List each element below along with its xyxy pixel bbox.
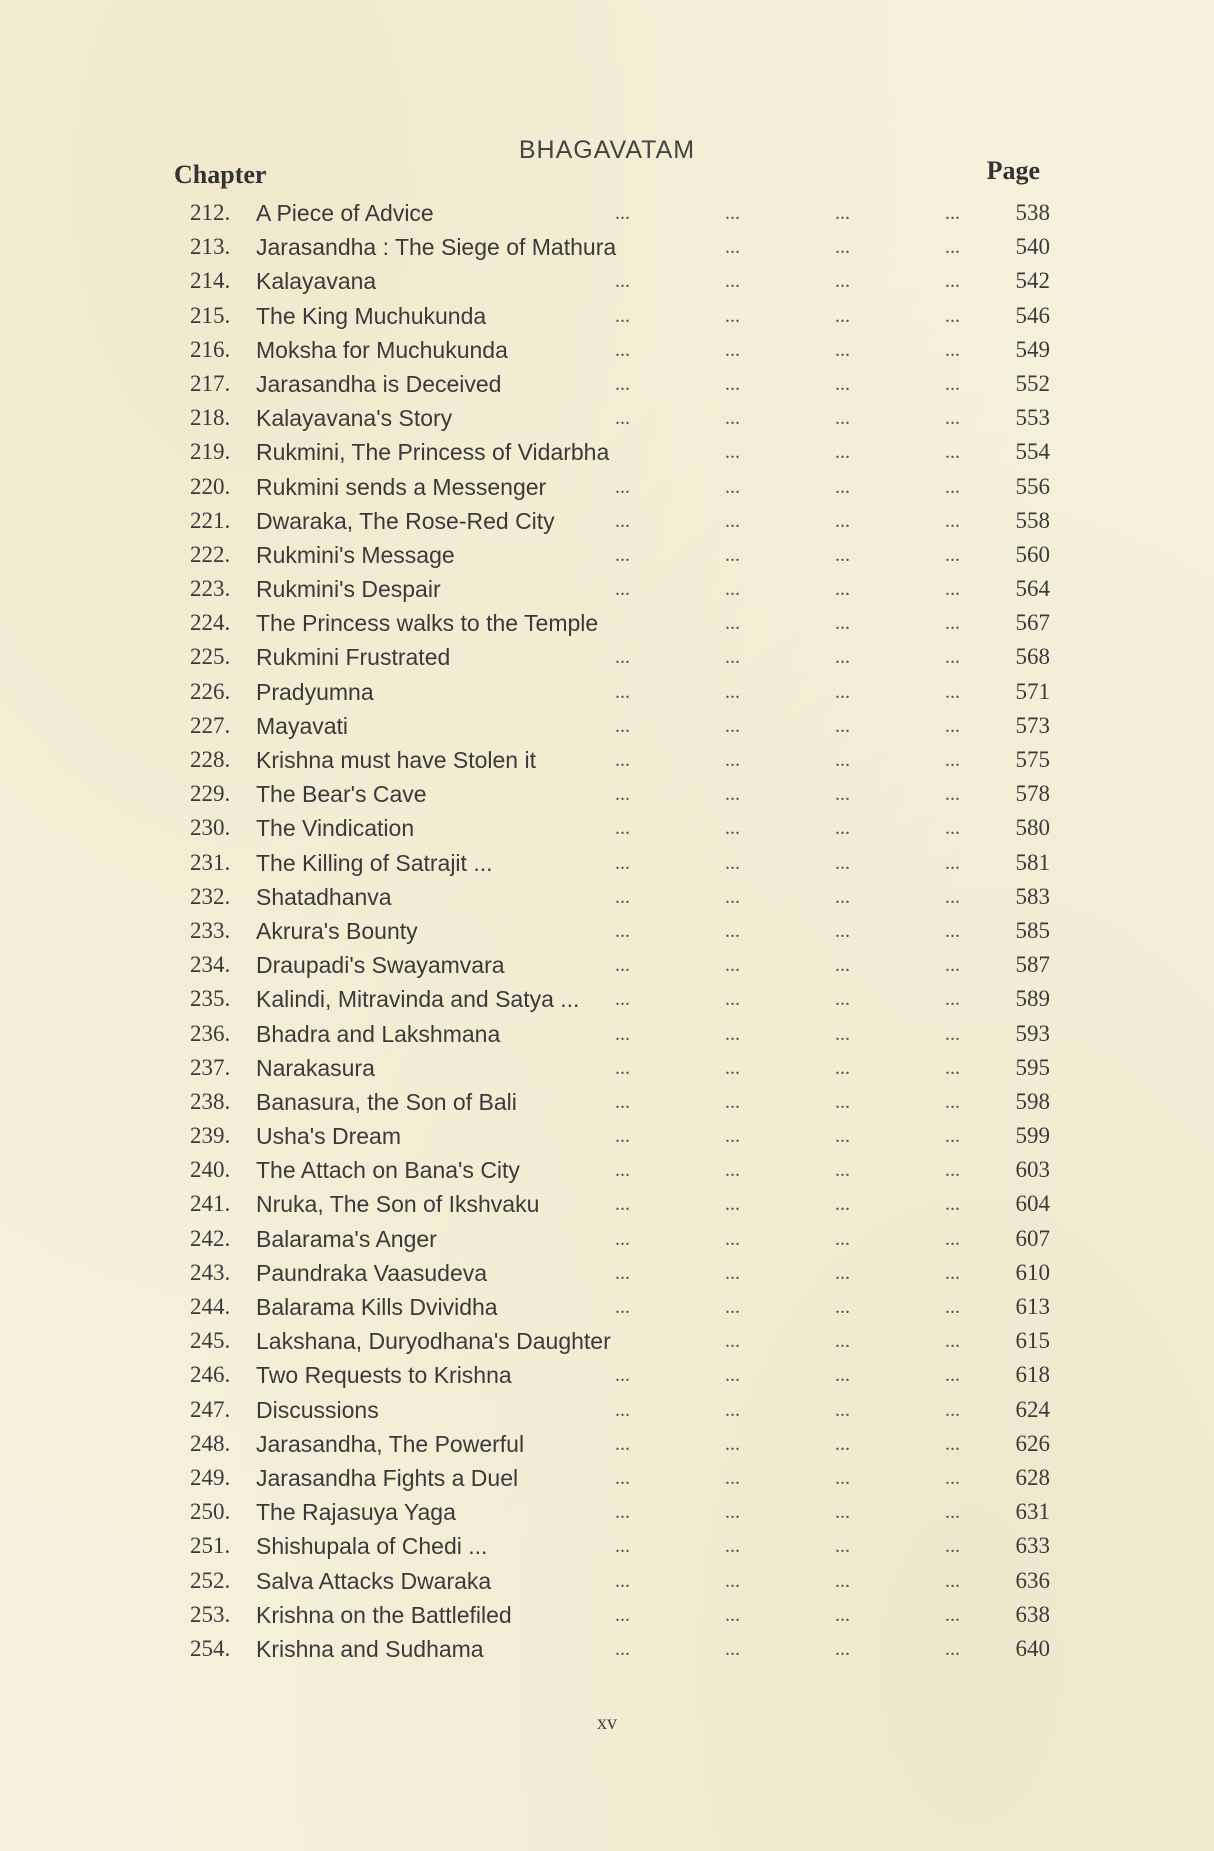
chapter-number: 252. [190, 1567, 231, 1593]
dot-leader: ... ... ... [725, 441, 960, 464]
chapter-number: 253. [190, 1601, 231, 1627]
chapter-title: Discussions [256, 1396, 379, 1423]
page-number: 540 [1015, 234, 1050, 260]
toc-entry [190, 606, 1050, 640]
toc-entry [190, 1393, 1050, 1427]
page-number: 626 [1015, 1430, 1050, 1456]
dot-leader: ... ... ... ... [615, 714, 960, 737]
page-column-label: Page [986, 156, 1040, 185]
chapter-number: 214. [190, 268, 231, 294]
dot-leader: ... ... ... ... [615, 578, 960, 601]
chapter-number: 224. [190, 610, 231, 636]
chapter-title: A Piece of Advice [256, 200, 434, 226]
chapter-title: Balarama Kills Dvividha [256, 1294, 498, 1320]
toc-entry [190, 880, 1050, 914]
chapter-number: 219. [190, 439, 231, 465]
page-number: 567 [1015, 610, 1050, 636]
chapter-number: 221. [190, 507, 231, 533]
chapter-number: 244. [190, 1294, 231, 1319]
page-number: 607 [1015, 1225, 1050, 1251]
chapter-title: Bhadra and Lakshmana [256, 1020, 501, 1047]
page-number: 580 [1015, 815, 1050, 841]
page-number: 633 [1015, 1533, 1050, 1559]
page-number: 638 [1015, 1601, 1050, 1627]
chapter-number: 222. [190, 541, 231, 567]
chapter-number: 251. [190, 1533, 231, 1559]
chapter-number: 243. [190, 1259, 231, 1285]
page-number: 618 [1015, 1362, 1050, 1388]
dot-leader: ... ... ... ... [615, 543, 960, 566]
toc-entry [190, 367, 1050, 401]
chapter-title: Usha's Dream [256, 1123, 401, 1150]
chapter-title: Dwaraka, The Rose-Red City [256, 507, 555, 534]
chapter-column-label: Chapter [174, 160, 267, 189]
toc-entry [190, 572, 1050, 606]
page-number: 628 [1015, 1464, 1050, 1490]
chapter-title: Jarasandha Fights a Duel [256, 1464, 519, 1491]
chapter-title: Lakshana, Duryodhana's Daughter [256, 1328, 611, 1355]
dot-leader: ... ... ... ... [615, 1603, 960, 1626]
dot-leader: ... ... ... ... [615, 1090, 960, 1113]
page-number: 585 [1015, 917, 1050, 943]
toc-entry [190, 1427, 1050, 1461]
chapter-title: Balarama's Anger [256, 1225, 437, 1252]
toc-entry [190, 640, 1050, 674]
chapter-title: Rukmini sends a Messenger [256, 473, 547, 500]
chapter-number: 229. [190, 781, 231, 807]
dot-leader: ... ... ... ... [615, 1022, 960, 1045]
toc-entry [190, 1529, 1050, 1563]
page-number: 575 [1015, 747, 1050, 772]
toc-entry [190, 435, 1050, 469]
chapter-title: Pradyumna [256, 678, 374, 705]
toc-entry [190, 1495, 1050, 1529]
page-number: 604 [1015, 1191, 1050, 1217]
page-number: 610 [1015, 1259, 1050, 1285]
chapter-title: Krishna and Sudhama [256, 1635, 484, 1662]
page-folio: xv [597, 1712, 617, 1734]
toc-entry [190, 982, 1050, 1016]
page-number: 603 [1015, 1157, 1050, 1183]
toc-entry [190, 333, 1050, 367]
toc-entry [190, 1187, 1050, 1221]
dot-leader: ... ... ... ... [615, 1466, 960, 1489]
page-number: 552 [1015, 370, 1050, 396]
page-number: 560 [1015, 541, 1050, 567]
chapter-title: Krishna must have Stolen it [256, 747, 536, 773]
dot-leader: ... ... ... ... [615, 338, 960, 361]
chapter-number: 235. [190, 986, 231, 1012]
chapter-number: 213. [190, 234, 231, 260]
chapter-title: Rukmini Frustrated [256, 644, 451, 671]
page-number: 549 [1015, 336, 1050, 362]
page-number: 599 [1015, 1123, 1050, 1149]
dot-leader: ... ... ... ... [615, 1159, 960, 1182]
dot-leader: ... ... ... ... [615, 304, 960, 327]
toc-entry [190, 1598, 1050, 1632]
dot-leader: ... ... ... ... [615, 509, 960, 532]
page-number: 538 [1015, 200, 1050, 225]
chapter-number: 215. [190, 302, 231, 328]
page-number: 554 [1015, 439, 1050, 465]
page-number: 595 [1015, 1054, 1050, 1080]
toc-entry [190, 196, 1050, 230]
toc-entry [190, 1153, 1050, 1187]
chapter-title: Rukmini, The Princess of Vidarbha [256, 439, 610, 466]
page-number: 636 [1015, 1567, 1050, 1593]
dot-leader: ... ... ... ... [615, 270, 960, 293]
chapter-title: Shatadhanva [256, 883, 392, 910]
dot-leader: ... ... ... ... [615, 1535, 960, 1558]
dot-leader: ... ... ... ... [615, 680, 960, 703]
chapter-title: Kalayavana's Story [256, 405, 453, 432]
chapter-number: 225. [190, 644, 231, 670]
page-number: 546 [1015, 302, 1050, 328]
chapter-number: 228. [190, 747, 231, 772]
dot-leader: ... ... ... ... [615, 919, 960, 942]
chapter-number: 248. [190, 1430, 231, 1456]
dot-leader: ... ... ... ... [615, 1056, 960, 1079]
toc-entry [190, 675, 1050, 709]
chapter-title: The Vindication [256, 815, 415, 842]
dot-leader: ... ... ... [725, 612, 960, 635]
page-number: 558 [1015, 507, 1050, 533]
chapter-number: 220. [190, 473, 231, 499]
chapter-number: 227. [190, 712, 231, 738]
chapter-title: Kalayavana [256, 268, 377, 295]
dot-leader: ... ... ... ... [615, 372, 960, 395]
page-number: 589 [1015, 986, 1050, 1012]
page-number: 564 [1015, 576, 1050, 602]
toc-entry [190, 1461, 1050, 1495]
chapter-title: Draupadi's Swayamvara [256, 952, 505, 979]
toc-entry [190, 1017, 1050, 1051]
chapter-title: The Rajasuya Yaga [256, 1499, 456, 1526]
chapter-title: Kalindi, Mitravinda and Satya ... [256, 986, 580, 1013]
chapter-title: Rukmini's Despair [256, 576, 441, 603]
chapter-number: 232. [190, 883, 231, 909]
toc-entry [190, 1222, 1050, 1256]
dot-leader: ... ... ... ... [615, 988, 960, 1011]
page-number: 615 [1015, 1328, 1050, 1354]
dot-leader: ... ... ... ... [615, 954, 960, 977]
page-number: 556 [1015, 473, 1050, 499]
chapter-number: 233. [190, 917, 231, 943]
dot-leader: ... ... ... ... [615, 885, 960, 908]
page-number: 568 [1015, 644, 1050, 670]
table-of-contents [190, 196, 1050, 1666]
toc-entry [190, 504, 1050, 538]
toc-entry [190, 299, 1050, 333]
dot-leader: ... ... ... ... [615, 1364, 960, 1387]
chapter-number: 239. [190, 1123, 231, 1149]
toc-entry [190, 811, 1050, 845]
toc-entry [190, 264, 1050, 298]
running-title: BHAGAVATAM [518, 136, 696, 164]
dot-leader: ... ... ... ... [615, 1398, 960, 1421]
chapter-number: 217. [190, 370, 231, 396]
dot-leader: ... ... ... ... [615, 1125, 960, 1148]
chapter-title: Nruka, The Son of Ikshvaku [256, 1191, 540, 1218]
toc-entry [190, 846, 1050, 880]
toc-entry [190, 1358, 1050, 1392]
chapter-title: The Killing of Satrajit ... [256, 849, 493, 876]
page-number: 640 [1015, 1635, 1050, 1661]
chapter-title: Jarasandha is Deceived [256, 370, 502, 397]
chapter-title: The Princess walks to the Temple [256, 610, 599, 637]
chapter-number: 231. [190, 849, 231, 875]
dot-leader: ... ... ... [725, 236, 960, 259]
chapter-title: The Bear's Cave [256, 781, 427, 808]
dot-leader: ... ... ... ... [615, 1261, 960, 1284]
chapter-number: 230. [190, 815, 231, 841]
chapter-title: The King Muchukunda [256, 302, 487, 329]
toc-entry [190, 777, 1050, 811]
chapter-number: 223. [190, 576, 231, 602]
toc-entry [190, 1051, 1050, 1085]
page-number: 631 [1015, 1499, 1050, 1525]
dot-leader: ... ... ... ... [615, 1296, 960, 1318]
chapter-title: Rukmini's Message [256, 541, 455, 568]
toc-entry [190, 1564, 1050, 1598]
dot-leader: ... ... ... ... [615, 1227, 960, 1250]
page-number: 553 [1015, 405, 1050, 431]
dot-leader: ... ... ... ... [615, 783, 960, 806]
chapter-title: Salva Attacks Dwaraka [256, 1567, 492, 1594]
page-number: 598 [1015, 1088, 1050, 1114]
dot-leader: ... ... ... ... [615, 407, 960, 430]
chapter-number: 250. [190, 1499, 231, 1525]
page-number: 593 [1015, 1020, 1050, 1046]
chapter-title: Jarasandha, The Powerful [256, 1430, 525, 1457]
page-number: 542 [1015, 268, 1050, 294]
toc-entry [190, 470, 1050, 504]
toc-entry [190, 538, 1050, 572]
toc-entry [190, 709, 1050, 743]
chapter-number: 246. [190, 1362, 231, 1388]
toc-entry [190, 1256, 1050, 1290]
chapter-number: 218. [190, 405, 231, 431]
page-number: 578 [1015, 781, 1050, 807]
chapter-number: 226. [190, 678, 231, 704]
chapter-title: Akrura's Bounty [256, 917, 418, 944]
toc-entry [190, 401, 1050, 435]
dot-leader: ... ... ... ... [615, 202, 960, 224]
chapter-title: Jarasandha : The Siege of Mathura [256, 234, 617, 261]
chapter-number: 245. [190, 1328, 231, 1354]
toc-entry [190, 230, 1050, 264]
toc-entry [190, 1085, 1050, 1119]
toc-entry [190, 1119, 1050, 1153]
chapter-number: 238. [190, 1088, 231, 1114]
page-number: 573 [1015, 712, 1050, 738]
dot-leader: ... ... ... ... [615, 1193, 960, 1216]
dot-leader: ... ... ... ... [615, 851, 960, 874]
page-number: 587 [1015, 952, 1050, 978]
chapter-title: Paundraka Vaasudeva [256, 1259, 488, 1286]
toc-entry [190, 1632, 1050, 1666]
page-number: 624 [1015, 1396, 1050, 1422]
chapter-title: Banasura, the Son of Bali [256, 1088, 517, 1115]
dot-leader: ... ... ... ... [615, 1432, 960, 1455]
chapter-title: Moksha for Muchukunda [256, 336, 508, 363]
chapter-title: The Attach on Bana's City [256, 1157, 520, 1184]
chapter-number: 237. [190, 1054, 231, 1080]
chapter-number: 242. [190, 1225, 231, 1251]
dot-leader: ... ... ... ... [615, 749, 960, 771]
chapter-number: 212. [190, 200, 231, 225]
toc-entry [190, 948, 1050, 982]
chapter-number: 240. [190, 1157, 231, 1183]
chapter-title: Mayavati [256, 712, 349, 739]
chapter-number: 234. [190, 952, 231, 978]
dot-leader: ... ... ... ... [615, 475, 960, 498]
page-number: 581 [1015, 849, 1050, 875]
chapter-number: 254. [190, 1635, 231, 1661]
dot-leader: ... ... ... ... [615, 1501, 960, 1524]
dot-leader: ... ... ... ... [615, 646, 960, 669]
chapter-number: 236. [190, 1020, 231, 1046]
toc-entry [190, 1290, 1050, 1324]
toc-entry [190, 743, 1050, 777]
page-number: 583 [1015, 883, 1050, 909]
page-number: 613 [1015, 1294, 1050, 1319]
toc-entry [190, 1324, 1050, 1358]
toc-entry [190, 914, 1050, 948]
dot-leader: ... ... ... ... [615, 817, 960, 840]
chapter-number: 216. [190, 336, 231, 362]
dot-leader: ... ... ... [725, 1330, 960, 1353]
dot-leader: ... ... ... ... [615, 1637, 960, 1660]
chapter-number: 247. [190, 1396, 231, 1422]
chapter-title: Narakasura [256, 1054, 375, 1081]
chapter-title: Two Requests to Krishna [256, 1362, 512, 1389]
chapter-title: Krishna on the Battlefiled [256, 1601, 512, 1628]
chapter-title: Shishupala of Chedi ... [256, 1533, 488, 1560]
dot-leader: ... ... ... ... [615, 1569, 960, 1592]
page-number: 571 [1015, 678, 1050, 704]
chapter-number: 241. [190, 1191, 231, 1217]
chapter-number: 249. [190, 1464, 231, 1490]
